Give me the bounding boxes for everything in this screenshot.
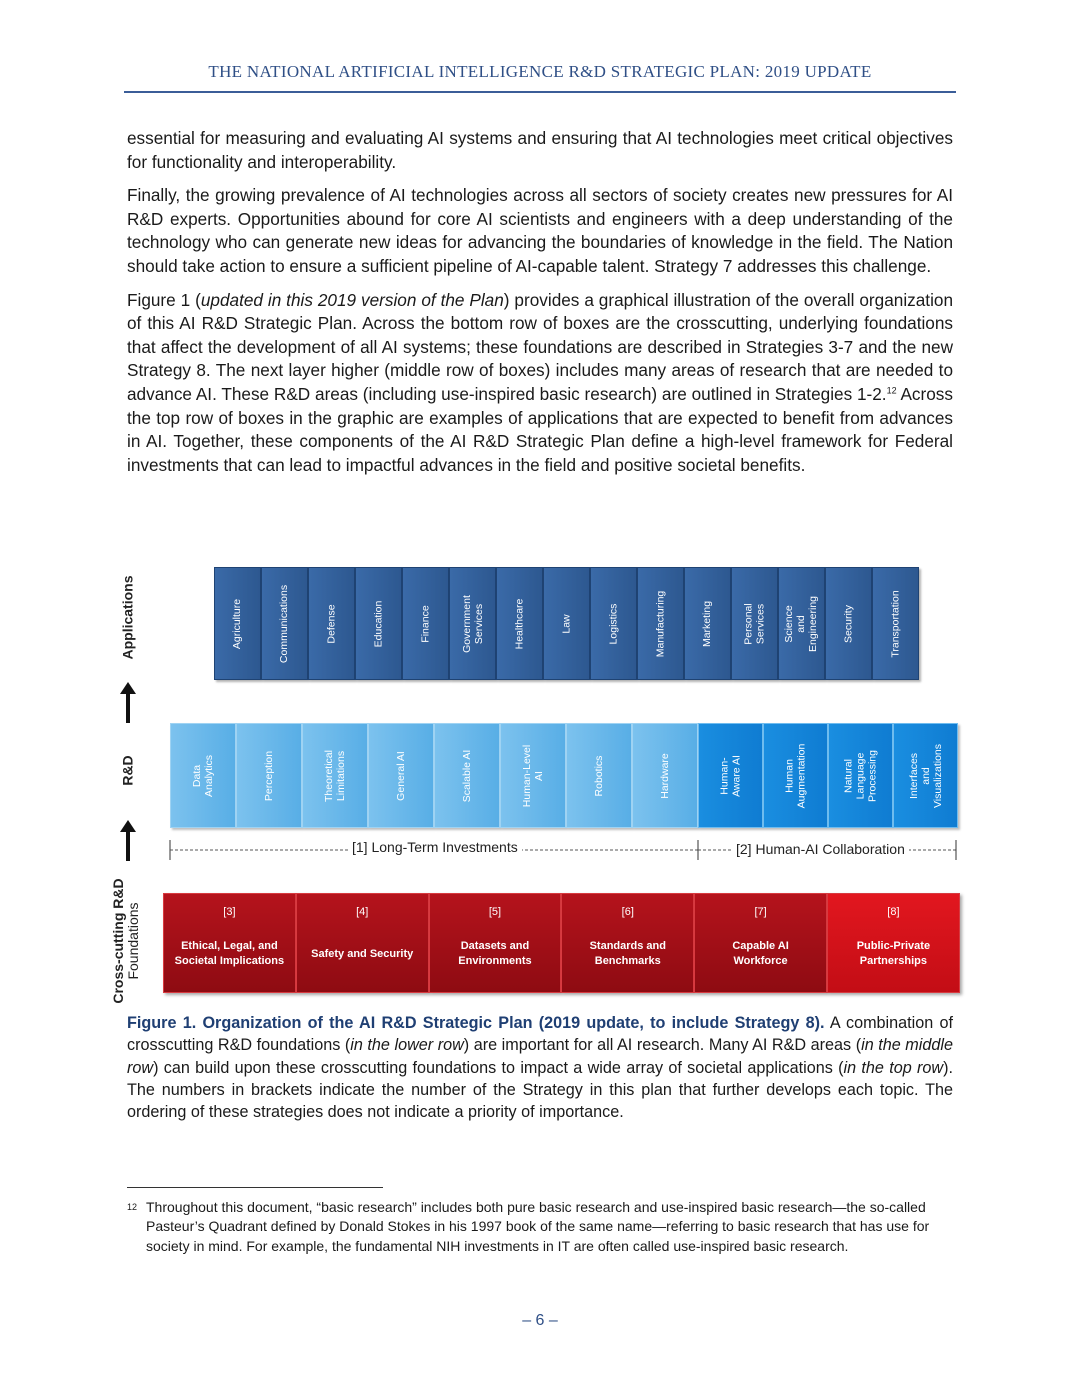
footnote-text: Throughout this document, “basic research” includes both pure basic research and use-inspired basic research—the so-called Pasteur’s Quadrant defined by Donald Stokes in his 1997 book of the same name—referring to basic research that has use for society in mind. For example, the fundamental NIH investments in IT are often called use-inspired basic research. [146,1199,930,1254]
foundation-box-datasets-and-environments [429,893,562,993]
rd-box-human-aware-ai-label: Human-Aware AI [718,754,743,797]
rd-box-robotics-label: Robotics [593,755,605,796]
side-label-foundations-line2: Foundations [125,902,141,980]
rd-box-hardware [632,723,698,828]
foundation-number: [5] [488,906,502,918]
app-box-communications [261,567,308,680]
up-arrow-icon [118,680,138,724]
foundation-label: Datasets and Environments [458,940,532,967]
foundation-label: Public-Private Partnerships [856,940,931,967]
app-box-government-services-label: Government Services [460,594,485,653]
caption-i3: in the top row [843,1058,944,1077]
app-box-law [543,567,590,680]
rd-box-interfaces-and-visualizations [893,723,958,828]
app-box-education-label: Education [372,600,385,647]
foundation-box-public-private-partnerships [827,893,960,993]
rd-box-perception-label: Perception [263,750,275,801]
app-box-personal-services [731,567,778,680]
footnote [127,1198,953,1256]
caption-i2: in the middle row [127,1036,953,1077]
rd-box-general-ai [368,723,434,828]
rd-box-human-augmentation-label: Human Augmentation [783,743,808,808]
foundation-number: [4] [356,906,369,918]
foundation-number: [6] [621,906,634,918]
foundation-number: [7] [754,906,767,918]
foundation-label: Safety and Security [311,947,414,960]
app-box-security [825,567,872,680]
rd-box-theoretical-limitations [302,723,368,828]
app-box-government-services [449,567,496,680]
paragraph-2: Finally, the growing prevalence of AI technologies across all sectors of society creates new pressures for AI R&D experts. Opportunities abound for core AI scientists and engineers with a deep understanding of the technology who can generate new ideas for advancing the boundaries of knowledge in the field. The Nation should take action to ensure a sufficient pipeline of AI-capable talent. Strategy 7 addresses this challenge. [127,185,953,276]
foundation-label: Ethical, Legal, and Societal Implications [174,940,285,967]
rd-box-data-analytics [170,723,236,828]
rd-box-natural-language-processing [828,723,893,828]
app-box-communications-label: Communications [278,584,291,663]
app-box-defense-label: Defense [325,603,338,644]
footnote-rule [127,1187,383,1188]
p3-a: Figure 1 ( [127,289,201,310]
side-label-foundations [111,871,145,1011]
header-rule [124,91,956,93]
app-box-science-and-engineering-label: Science and Engineering [783,595,820,652]
up-arrow-icon [118,818,138,862]
rd-box-theoretical-limitations-label: Theoretical Limitations [323,749,347,802]
app-box-transportation [872,567,919,680]
app-box-defense [308,567,355,680]
app-box-manufacturing-label: Manufacturing [654,590,667,657]
app-box-logistics-label: Logistics [607,603,620,644]
footnote-mark: 12 [127,1202,138,1212]
foundation-box-capable-ai-workforce [694,893,827,993]
app-box-finance-label: Finance [419,604,432,643]
bracket-long-term: [1] Long-Term Investments [348,839,522,855]
p3-c: Across the top row of boxes in the graphic are examples of applications that are expected to benefit from advances in AI. Together, these components of the AI R&D Strategic Plan define a high-level framework for Federal investments that can lead to impactful advances in the field and positive societal benefits. [127,383,953,475]
p3-b: ) provides a graphical illustration of the overall organization of this AI R&D Strategic Plan. Across the bottom row of boxes are the crosscutting, underlying foundations that affect the development of all AI systems; these foundations are described in Strategies 3-7 and the new Strategy 8. The next layer higher (middle row of boxes) includes many areas of research that are needed to advance AI. These R&D areas (including use-inspired basic research) are outlined in Strategies 1-2. [127,289,954,404]
app-box-healthcare [496,567,543,680]
side-label-foundations-line1: Cross-cutting R&D [110,878,126,1004]
rd-box-human-level-ai [500,723,566,828]
caption-i1: in the lower row [350,1036,464,1055]
app-box-agriculture-label: Agriculture [231,598,244,649]
caption-t2: ) are important for all AI research. Many AI R&D areas ( [463,1036,862,1055]
rd-box-natural-language-processing-label: Natural Language Processing [842,749,879,802]
rd-box-robotics [566,723,632,828]
app-box-science-and-engineering [778,567,825,680]
side-label-rd: R&D [119,755,136,786]
page-number: – 6 – [522,1312,558,1329]
app-box-personal-services-label: Personal Services [742,602,767,645]
caption-title: Figure 1. Organization of the AI R&D Strategic Plan (2019 update, to include Strategy 8). [127,1014,825,1032]
paragraph-1: essential for measuring and evaluating AI systems and ensuring that AI technologies meet critical objectives for functionality and interoperability. [127,128,953,172]
foundation-box-ethical-legal-and-societal-implications [163,893,296,993]
app-box-healthcare-label: Healthcare [513,598,526,649]
foundation-label: Standards and Benchmarks [589,940,666,967]
rd-box-interfaces-and-visualizations-label: Interfaces and Visualizations [907,743,944,808]
app-box-finance [402,567,449,680]
app-box-transportation-label: Transportation [889,589,902,658]
app-box-logistics [590,567,637,680]
caption-t3: ) can build upon these crosscutting foundations to impact a wide array of societal applications ( [153,1058,844,1077]
running-header: THE NATIONAL ARTIFICIAL INTELLIGENCE R&D STRATEGIC PLAN: 2019 UPDATE [208,62,872,81]
caption-t4: ). The numbers in brackets indicate the number of the Strategy in this plan that further develops each topic. The ordering of these strategies does not indicate a priority of importance. [127,1058,953,1122]
foundation-label: Capable AI Workforce [732,940,789,967]
bracket-collab: [2] Human-AI Collaboration [732,841,909,857]
p3-italic: updated in this 2019 version of the Plan [200,289,504,310]
rd-box-hardware-label: Hardware [659,752,671,799]
paragraph-3 [127,289,953,478]
app-box-marketing [684,567,731,680]
body-text [127,127,953,487]
rd-box-human-level-ai-label: Human-Level AI [521,744,545,807]
app-box-marketing-label: Marketing [701,600,714,647]
foundation-box-safety-and-security [296,893,429,993]
foundation-box-standards-and-benchmarks [561,893,694,993]
app-box-agriculture [214,567,261,680]
rd-box-perception [236,723,302,828]
footnote-ref[interactable]: 12 [886,385,897,396]
side-label-applications: Applications [119,575,136,660]
caption-t1: A combination of crosscutting R&D foundations ( [127,1014,953,1055]
app-box-security-label: Security [842,604,855,643]
rd-box-scalable-ai [434,723,500,828]
rd-box-human-augmentation [763,723,828,828]
rd-box-scalable-ai-label: Scalable AI [461,749,473,802]
rd-box-general-ai-label: General AI [395,750,407,801]
rd-box-human-aware-ai [698,723,763,828]
app-box-law-label: Law [560,613,573,634]
app-box-education [355,567,402,680]
foundation-number: [3] [223,906,236,918]
figure-caption [127,1012,953,1123]
foundation-number: [8] [887,906,900,918]
rd-box-data-analytics-label: Data Analytics [191,754,215,797]
app-box-manufacturing [637,567,684,680]
